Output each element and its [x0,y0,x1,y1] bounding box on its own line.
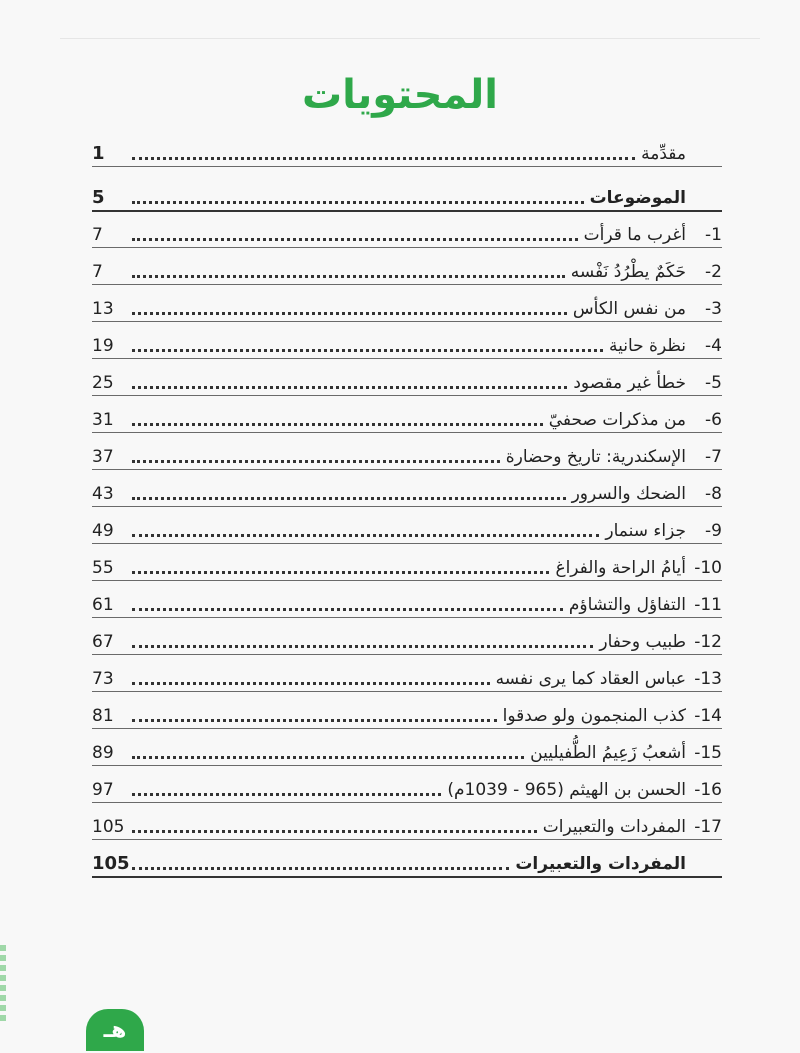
toc-label: جزاء سنمار [605,521,686,541]
toc-label: التفاؤل والتشاؤم [568,595,686,615]
toc-page-number: 43 [92,484,114,504]
toc-page-number: 73 [92,669,114,689]
toc-row [92,140,722,167]
toc-number: 9- [705,521,722,541]
toc-label: الإسكندرية: تاريخ وحضارة [505,447,686,467]
toc-label: أشعبُ زَعِيمُ الطُّفيليين [530,743,686,763]
toc-page-number: 97 [92,780,114,800]
toc-number: 11- [694,595,722,615]
toc-row [92,369,722,396]
toc-row [92,739,722,766]
toc-leader-dots [132,756,524,759]
toc-page-number: 25 [92,373,114,393]
toc-leader-dots [132,719,497,722]
toc-number: 6- [705,410,722,430]
page-marker-tab: هـ [86,1009,144,1051]
toc-row [92,406,722,433]
toc-page-number: 55 [92,558,114,578]
toc-section-row [92,184,722,212]
toc-page-number: 37 [92,447,114,467]
toc-page-number: 1 [92,143,105,164]
toc-number: 13- [694,669,722,689]
toc-label: الموضوعات [589,188,686,208]
toc-number: 10- [694,558,722,578]
toc-row [92,554,722,581]
toc-page-number: 31 [92,410,114,430]
toc-row [92,295,722,322]
toc-label: نظرة حانية [608,336,686,356]
toc-label: المفردات والتعبيرات [542,817,686,837]
toc-leader-dots [132,608,563,611]
toc-number: 1- [705,225,722,245]
toc-number: 8- [705,484,722,504]
toc-leader-dots [132,867,509,870]
toc-label: من مذكرات صحفيّ [548,410,686,430]
toc-row [92,665,722,692]
toc-row [92,443,722,470]
toc-leader-dots [132,349,603,352]
toc-page-number: 49 [92,521,114,541]
toc-leader-dots [132,682,490,685]
toc-number [686,208,722,210]
toc-page-number: 105 [92,817,125,837]
toc-number: 4- [705,336,722,356]
toc-label: مقدِّمة [641,144,686,164]
toc-row [92,628,722,655]
toc-label: الحسن بن الهيثم (965 - 1039م) [447,780,686,800]
toc-number: 15- [694,743,722,763]
toc-row [92,517,722,544]
toc-number: 16- [694,780,722,800]
toc-page-number: 7 [92,225,103,245]
toc-page-number: 81 [92,706,114,726]
toc-row [92,702,722,729]
toc-row [92,813,722,840]
toc-label: خطأ غير مقصود [573,373,686,393]
toc-number: 14- [694,706,722,726]
toc-number: 5- [705,373,722,393]
toc-leader-dots [132,312,567,315]
toc-leader-dots [132,460,500,463]
toc-leader-dots [132,497,566,500]
toc-row [92,332,722,359]
toc-row [92,258,722,285]
toc-number: 7- [705,447,722,467]
toc-page-number: 61 [92,595,114,615]
toc-page-number: 89 [92,743,114,763]
toc-leader-dots [132,157,635,160]
top-rule [60,38,760,39]
toc-label: أغرب ما قرأت [583,225,686,245]
toc-leader-dots [132,238,578,241]
toc-label: طبيب وحفار [599,632,686,652]
toc-number: 2- [705,262,722,282]
toc-label: كذب المنجمون ولو صدقوا [502,706,686,726]
toc-leader-dots [132,386,567,389]
toc-leader-dots [132,793,441,796]
toc-leader-dots [132,645,593,648]
toc-row [92,480,722,507]
toc-leader-dots [132,201,584,204]
toc-section-row [92,850,722,878]
toc-label: من نفس الكأس [572,299,686,319]
toc-leader-dots [132,275,565,278]
page-title: المحتويات [301,72,498,118]
toc-leader-dots [132,830,537,833]
edge-color-marks [0,945,6,1025]
toc-page-number: 13 [92,299,114,319]
toc-label: الضحك والسرور [571,484,686,504]
toc-row [92,776,722,803]
toc-row [92,591,722,618]
toc-row [92,221,722,248]
toc-page-number: 67 [92,632,114,652]
toc-leader-dots [132,423,543,426]
toc-page-number: 5 [92,187,105,208]
toc-leader-dots [132,571,549,574]
toc-label: عباس العقاد كما يرى نفسه [495,669,686,689]
toc-number: 12- [694,632,722,652]
toc-page-number: 19 [92,336,114,356]
toc-leader-dots [132,534,599,537]
toc-label: المفردات والتعبيرات [515,854,686,874]
toc-page-number: 105 [92,853,130,874]
toc-number [686,874,722,876]
toc-number [686,164,722,166]
toc-label: أيامُ الراحة والفراغ [555,558,686,578]
toc-page-number: 7 [92,262,103,282]
toc-number: 3- [705,299,722,319]
toc-label: حَكَمٌ يطْرُدُ نَفْسه [570,262,686,282]
toc-number: 17- [694,817,722,837]
